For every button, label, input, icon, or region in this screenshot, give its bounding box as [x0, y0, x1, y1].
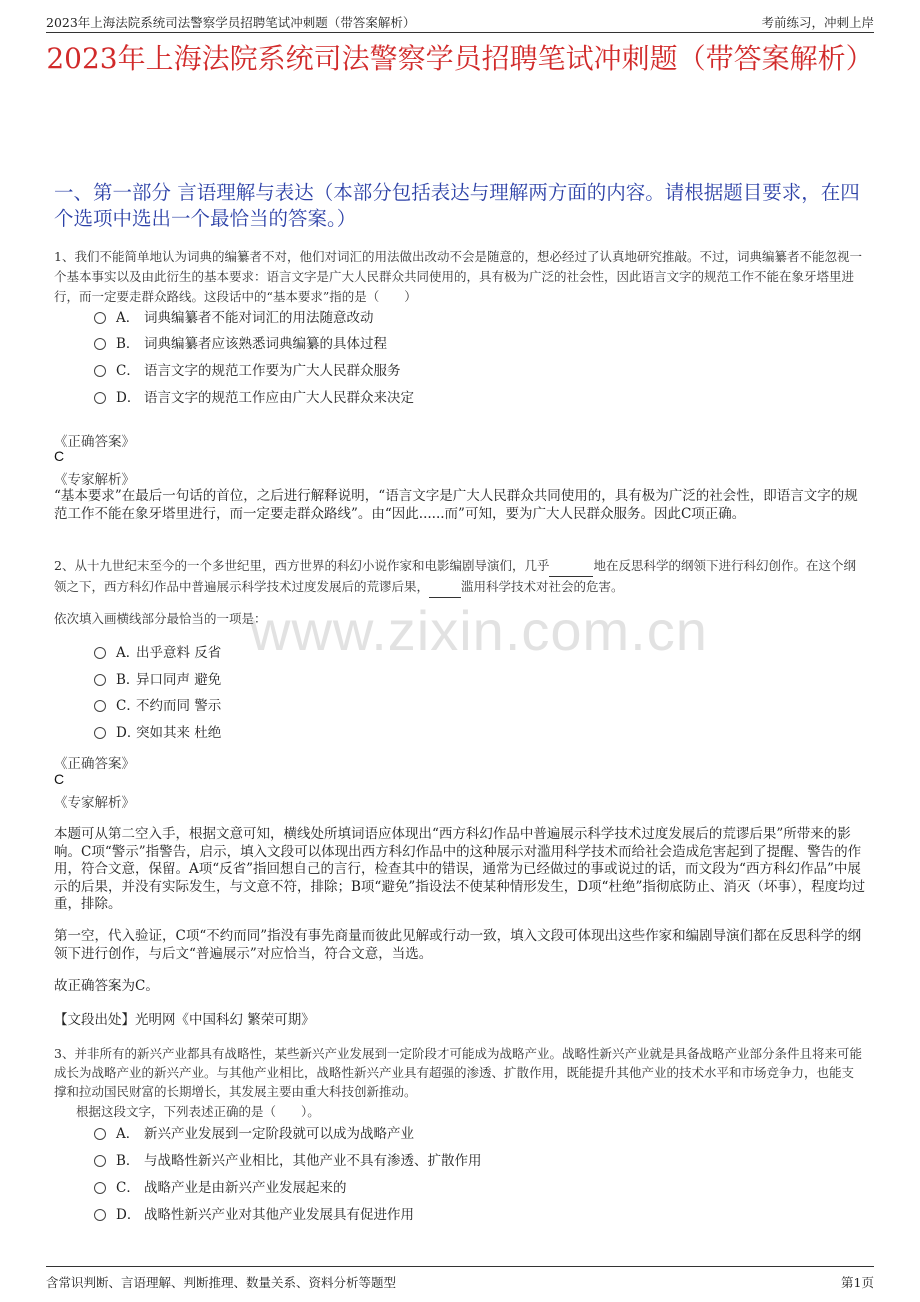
q3-option-c[interactable]: C． 战略产业是由新兴产业发展起来的: [94, 1178, 347, 1198]
q3-option-a[interactable]: A． 新兴产业发展到一定阶段就可以成为战略产业: [94, 1124, 414, 1144]
q1-option-c[interactable]: C． 语言文字的规范工作要为广大人民群众服务: [94, 361, 401, 381]
q1-option-a[interactable]: A． 词典编纂者不能对词汇的用法随意改动: [94, 308, 374, 328]
q1-option-b[interactable]: B． 词典编纂者应该熟悉词典编纂的具体过程: [94, 334, 387, 354]
q2-prompt: 依次填入画横线部分最恰当的一项是：: [54, 611, 267, 626]
section-heading: 一、第一部分 言语理解与表达（本部分包括表达与理解两方面的内容。请根据题目要求，在四个选项中选出一个最恰当的答案。）: [54, 181, 860, 230]
radio-icon[interactable]: [94, 338, 106, 350]
q2-explanation-2: 第一空，代入验证，C项“不约而同”指没有事先商量而彼此见解或行动一致，填入文段可体现出这些作家和编剧导演们都在反思科学的纲领下进行创作，与后文“普遍展示”对应恰当，符合文意，当选。: [54, 928, 862, 962]
q2-correct-label: 《正确答案》: [54, 756, 135, 772]
radio-icon[interactable]: [94, 1155, 106, 1167]
q1-option-d[interactable]: D． 语言文字的规范工作应由广大人民群众来决定: [94, 388, 414, 408]
q2-stem: 2、从十九世纪末至今的一个多世纪里，西方世界的科幻小说作家和电影编剧导演们，几乎 地在反思科学的纲领下进行科幻创作。在这个纲领之下，西方科幻作品中普遍展示科学技术过度发展后的荒谬后果， 滥用科学技术对社会的危害。: [54, 556, 866, 598]
radio-icon[interactable]: [94, 700, 106, 712]
radio-icon[interactable]: [94, 1128, 106, 1140]
q2-answer: C: [54, 771, 65, 787]
fill-blank-1: [549, 556, 593, 577]
q1-expert-label: 《专家解析》: [54, 472, 135, 488]
radio-icon[interactable]: [94, 312, 106, 324]
header-slogan: 考前练习，冲刺上岸: [761, 15, 874, 30]
header-title: 2023年上海法院系统司法警察学员招聘笔试冲刺题（带答案解析）: [46, 15, 416, 30]
q2-option-a[interactable]: A．出乎意料 反省: [94, 643, 221, 663]
radio-icon[interactable]: [94, 1209, 106, 1221]
radio-icon[interactable]: [94, 365, 106, 377]
q3-prompt: 根据这段文字，下列表述正确的是（ ）。: [76, 1104, 320, 1119]
q2-explanation-3: 故正确答案为C。: [54, 978, 159, 994]
radio-icon[interactable]: [94, 674, 106, 686]
q2-source: 【文段出处】光明网《中国科幻 繁荣可期》: [54, 1012, 315, 1028]
page-footer: [46, 1266, 874, 1297]
radio-icon[interactable]: [94, 1182, 106, 1194]
document-title: 2023年上海法院系统司法警察学员招聘笔试冲刺题（带答案解析）: [46, 42, 874, 75]
q3-stem: 3、并非所有的新兴产业都具有战略性，某些新兴产业发展到一定阶段才可能成为战略产业。战略性新兴产业就是具备战略产业部分条件且将来可能成长为战略产业的新兴产业。与其他产业相比，战略性新兴产业具有超强的渗透、扩散作用，既能提升其他产业的技术水平和市场竞争力，也能支撑和拉动国民财富的长期增长，其发展主要由重大科技创新推动。: [54, 1046, 862, 1099]
footer-description: 含常识判断、言语理解、判断推理、数量关系、资料分析等题型: [46, 1275, 397, 1290]
q2-explanation-1: 本题可从第二空入手，根据文意可知，横线处所填词语应体现出“西方科幻作品中普遍展示科学技术过度发展后的荒谬后果”所带来的影响。C项“警示”指警告，启示，填入文段可以体现出西方科幻作品中的这种展示对滥用科学技术而给社会造成危害起到了提醒、警告的作用，符合文意，保留。A项“反省”指回想自己的言行，检查其中的错误，通常为已经做过的事或说过的话，而文段为“西方科幻作品”中展示的后果，并没有实际发生，与文意不符，排除；B项“避免”指设法不使某种情形发生，D项“杜绝”指彻底防止、消灭（坏事），程度均过重，排除。: [54, 826, 866, 912]
radio-icon[interactable]: [94, 392, 106, 404]
q2-expert-label: 《专家解析》: [54, 795, 135, 811]
watermark: www.zixin.com.cn: [250, 599, 708, 662]
page-number: 第1页: [841, 1275, 874, 1290]
fill-blank-2: [429, 577, 461, 598]
q1-answer: C: [54, 448, 65, 464]
q1-stem: 1、我们不能简单地认为词典的编纂者不对，他们对词汇的用法做出改动不会是随意的，想必经过了认真地研究推敲。不过，词典编纂者不能忽视一个基本事实以及由此衍生的基本要求：语言文字是广大人民群众共同使用的，具有极为广泛的社会性，因此语言文字的规范工作不能在象牙塔里进行，而一定要走群众路线。这段话中的“基本要求”指的是（ ）: [54, 249, 862, 304]
q3-option-d[interactable]: D． 战略性新兴产业对其他产业发展具有促进作用: [94, 1205, 414, 1225]
q2-option-d[interactable]: D．突如其来 杜绝: [94, 723, 221, 743]
page-header: [46, 10, 874, 33]
q1-correct-label: 《正确答案》: [54, 434, 135, 450]
q2-option-c[interactable]: C．不约而同 警示: [94, 696, 221, 716]
q1-explanation: “基本要求”在最后一句话的首位，之后进行解释说明，“语言文字是广大人民群众共同使用的，具有极为广泛的社会性，即语言文字的规范工作不能在象牙塔里进行，而一定要走群众路线”。由“因此......而”可知，要为广大人民群众服务。因此C项正确。: [54, 488, 858, 522]
radio-icon[interactable]: [94, 727, 106, 739]
q2-option-b[interactable]: B．异口同声 避免: [94, 670, 221, 690]
radio-icon[interactable]: [94, 647, 106, 659]
q3-option-b[interactable]: B． 与战略性新兴产业相比，其他产业不具有渗透、扩散作用: [94, 1151, 482, 1171]
